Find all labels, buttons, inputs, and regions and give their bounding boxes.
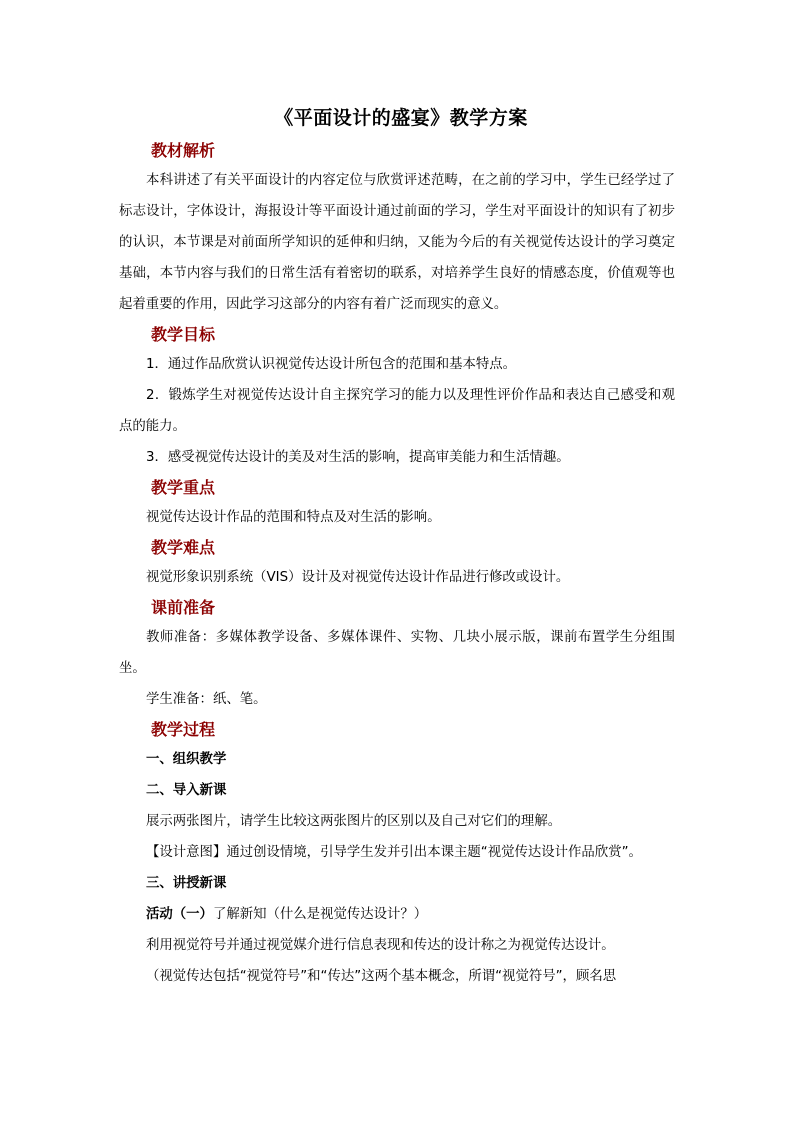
activity-1-line — [119, 899, 675, 930]
goal-item-3: 3．感受视觉传达设计的美及对生活的影响，提高审美能力和生活情趣。 — [146, 450, 570, 465]
teacher-preparation: 教师准备：多媒体教学设备、多媒体课件、实物、几块小展示版，课前布置学生分组围坐。 — [119, 630, 675, 676]
process-step-2-text: 展示两张图片，请学生比较这两张图片的区别以及自己对它们的理解。 — [146, 814, 562, 829]
document-page — [119, 100, 675, 992]
section-heading-difficulties: 教学难点 — [151, 538, 216, 557]
section-heading-goals: 教学目标 — [151, 325, 216, 344]
process-step-2-intent: 【设计意图】通过创设情境，引导学生发并引出本课主题“视觉传达设计作品欣赏”。 — [146, 845, 642, 860]
goal-item-2: 2．锻炼学生对视觉传达设计自主探究学习的能力以及理性评价作品和表达自己感受和观点的能力。 — [119, 388, 675, 434]
goal-item-1: 1．通过作品欣赏认识视觉传达设计所包含的范围和基本特点。 — [146, 357, 517, 372]
section-heading-key-points: 教学重点 — [151, 478, 216, 497]
process-step-3: 三、讲授新课 — [146, 876, 227, 891]
process-step-2: 二、导入新课 — [146, 783, 227, 798]
activity-1-title: 了解新知（什么是视觉传达设计？） — [212, 907, 428, 922]
activity-1-paragraph-2: （视觉传达包括“视觉符号”和“传达”这两个基本概念，所谓“视觉符号”，顾名思 — [146, 969, 617, 984]
activity-1-label: 活动（一） — [146, 907, 213, 922]
activity-1-paragraph-1: 利用视觉符号并通过视觉媒介进行信息表现和传达的设计称之为视觉传达设计。 — [146, 938, 615, 953]
difficulties-paragraph: 视觉形象识别系统（VIS）设计及对视觉传达设计作品进行修改或设计。 — [146, 570, 570, 585]
section-heading-process: 教学过程 — [151, 720, 216, 739]
analysis-paragraph: 本科讲述了有关平面设计的内容定位与欣赏评述范畴，在之前的学习中，学生已经学过了标志设计，字体设计，海报设计等平面设计通过前面的学习，学生对平面设计的知识有了初步的认识，本节课是对前面所学知识的延伸和归纳，又能为今后的有关视觉传达设计的学习奠定基础，本节内容与我们的日常生活有着密切的联系，对培养学生良好的情感态度，价值观等也起着重要的作用，因此学习这部分的内容有着广泛而现实的意义。 — [119, 173, 675, 312]
section-heading-preparation: 课前准备 — [151, 598, 216, 617]
process-step-1: 一、组织教学 — [146, 752, 227, 767]
student-preparation: 学生准备：纸、笔。 — [146, 692, 267, 707]
document-title: 《平面设计的盛宴》教学方案 — [274, 107, 528, 129]
section-heading-analysis: 教材解析 — [151, 141, 216, 160]
key-points-paragraph: 视觉传达设计作品的范围和特点及对生活的影响。 — [146, 510, 441, 525]
